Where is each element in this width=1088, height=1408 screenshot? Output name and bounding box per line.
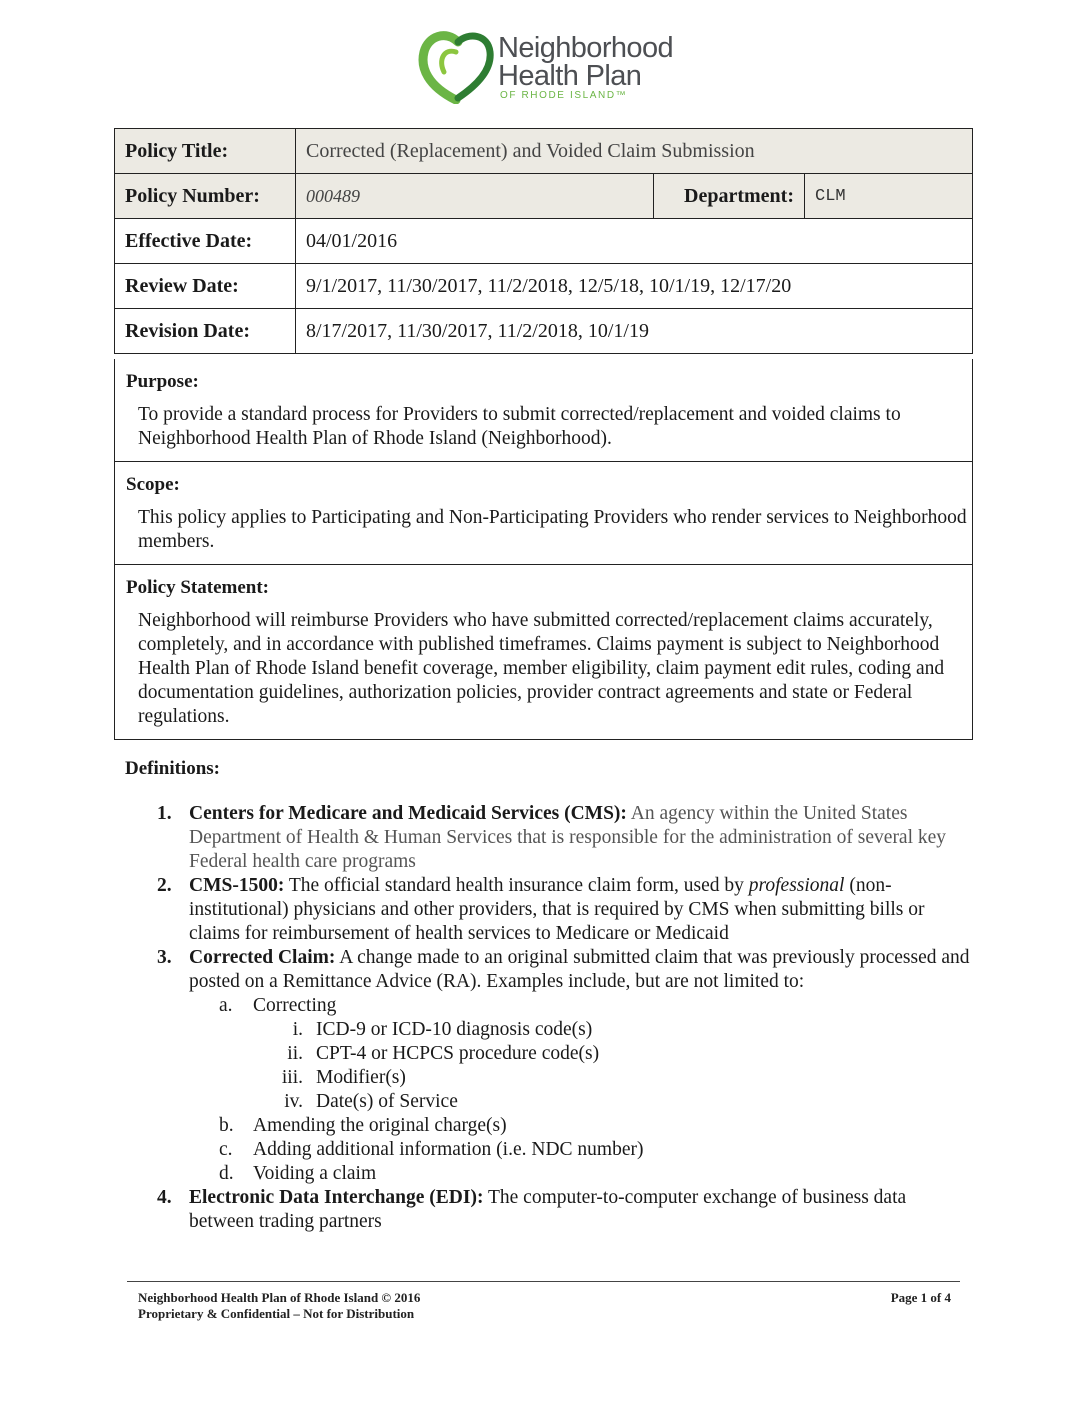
logo-line1: Neighborhood: [498, 32, 673, 64]
definition-text: (non-institutional) physicians and other providers, that is required by CMS when submitting bills or claims for reimbursement of health services to Medicare or Medicaid: [189, 875, 925, 944]
sub-item: [125, 1114, 975, 1138]
review-date-row: [115, 264, 973, 309]
sub-item-letter: c.: [219, 1139, 233, 1160]
definition-term: Electronic Data Interchange (EDI):: [189, 1187, 484, 1208]
review-date-label: Review Date:: [115, 264, 296, 309]
footer-confidential: Proprietary & Confidential – Not for Distribution: [138, 1306, 415, 1321]
policy-statement-body: Neighborhood will reimburse Providers who have submitted corrected/replacement claims accurately, completely, and in accordance with published timeframes. Claims payment is subject to Neighborhood Health Plan of Rhode Island benefit coverage, member eligibility, claim payment edit rules, coding and documentation guidelines, authorization policies, provider contract agreements and state or Federal regulations.: [138, 610, 945, 727]
sub-sub-item-text: Date(s) of Service: [316, 1091, 458, 1112]
revision-date-label: Revision Date:: [115, 309, 296, 354]
definition-term: Corrected Claim:: [189, 947, 336, 968]
sub-sub-item: [125, 1042, 975, 1066]
footer-page-number: Page 1 of 4: [890, 1290, 951, 1305]
sub-item-text: Adding additional information (i.e. NDC number): [253, 1139, 644, 1160]
sub-item: [125, 994, 975, 1018]
policy-statement-title: Policy Statement:: [126, 577, 269, 598]
definition-item: [125, 1186, 975, 1234]
definition-item: [125, 946, 975, 994]
logo-line2: Health Plan: [498, 60, 642, 92]
definition-item: [125, 874, 975, 946]
policy-title-value: Corrected (Replacement) and Voided Claim Submission: [296, 129, 973, 174]
effective-date-row: [115, 219, 973, 264]
footer-left: [138, 1290, 420, 1322]
sub-sub-item: [125, 1066, 975, 1090]
sub-sub-item-numeral: i.: [292, 1019, 303, 1040]
scope-body: This policy applies to Participating and Non-Participating Providers who render services to Neighborhood members.: [138, 507, 967, 552]
sub-sub-item: [125, 1018, 975, 1042]
sub-sub-item-numeral: iii.: [281, 1067, 303, 1088]
definition-emphasis: professional: [748, 875, 845, 896]
sub-item-letter: b.: [219, 1115, 234, 1136]
policy-header-table: [114, 128, 973, 354]
sub-sub-item-numeral: iv.: [284, 1091, 303, 1112]
sub-sub-item-text: CPT-4 or HCPCS procedure code(s): [316, 1043, 600, 1064]
department-label: Department:: [654, 174, 805, 219]
purpose-section: [115, 359, 972, 461]
footer-copyright: Neighborhood Health Plan of Rhode Island © 2016: [138, 1290, 421, 1305]
revision-date-value: 8/17/2017, 11/30/2017, 11/2/2018, 10/1/19: [296, 309, 973, 354]
policy-number-value: 000489: [296, 174, 654, 219]
sub-item-letter: a.: [219, 995, 233, 1016]
sub-item-text: Correcting: [253, 995, 337, 1016]
definition-text: An agency within the United States Department of Health & Human Services that is responsible for the administration of several key Federal health care programs: [189, 803, 947, 872]
neighborhood-logo: [418, 28, 688, 104]
sub-sub-item-text: Modifier(s): [316, 1067, 406, 1088]
scope-section: [115, 461, 972, 564]
definition-text: The computer-to-computer exchange of business data between trading partners: [189, 1187, 907, 1232]
effective-date-label: Effective Date:: [115, 219, 296, 264]
footer-divider: [127, 1281, 960, 1282]
definition-number: 3.: [157, 947, 172, 968]
definition-text: The official standard health insurance claim form, used by: [288, 875, 749, 896]
sub-item-letter: d.: [219, 1163, 234, 1184]
department-value: CLM: [805, 174, 973, 219]
effective-date-value: 04/01/2016: [296, 219, 973, 264]
definition-term: CMS-1500:: [189, 875, 285, 896]
sub-item: [125, 1162, 975, 1186]
definition-number: 2.: [157, 875, 172, 896]
revision-date-row: [115, 309, 973, 354]
policy-statement-section: [115, 564, 972, 739]
sub-item-text: Amending the original charge(s): [253, 1115, 507, 1136]
scope-title: Scope:: [126, 474, 180, 495]
sub-item-text: Voiding a claim: [253, 1163, 377, 1184]
policy-number-row: [115, 174, 973, 219]
sub-sub-item-text: ICD-9 or ICD-10 diagnosis code(s): [316, 1019, 593, 1040]
heart-logo-icon: [418, 28, 496, 104]
sub-sub-item: [125, 1090, 975, 1114]
policy-sections: [114, 359, 973, 740]
definition-number: 1.: [157, 803, 172, 824]
definition-term: Centers for Medicare and Medicaid Services (CMS):: [189, 803, 627, 824]
review-date-value: 9/1/2017, 11/30/2017, 11/2/2018, 12/5/18, 10/1/19, 12/17/20: [296, 264, 973, 309]
definitions-list: [125, 802, 975, 1234]
purpose-body: To provide a standard process for Providers to submit corrected/replacement and voided claims to Neighborhood Health Plan of Rhode Island (Neighborhood).: [138, 404, 901, 449]
definition-text: A change made to an original submitted claim that was previously processed and posted on a Remittance Advice (RA). Examples include, but are not limited to:: [189, 947, 970, 992]
definitions-title: Definitions:: [125, 758, 220, 779]
policy-number-label: Policy Number:: [115, 174, 296, 219]
definition-number: 4.: [157, 1187, 172, 1208]
sub-sub-item-numeral: ii.: [287, 1043, 303, 1064]
logo-line3: OF RHODE ISLAND™: [500, 90, 628, 101]
purpose-title: Purpose:: [126, 371, 199, 392]
policy-title-label: Policy Title:: [115, 129, 296, 174]
definition-item: [125, 802, 975, 874]
policy-title-row: [115, 129, 973, 174]
sub-item: [125, 1138, 975, 1162]
